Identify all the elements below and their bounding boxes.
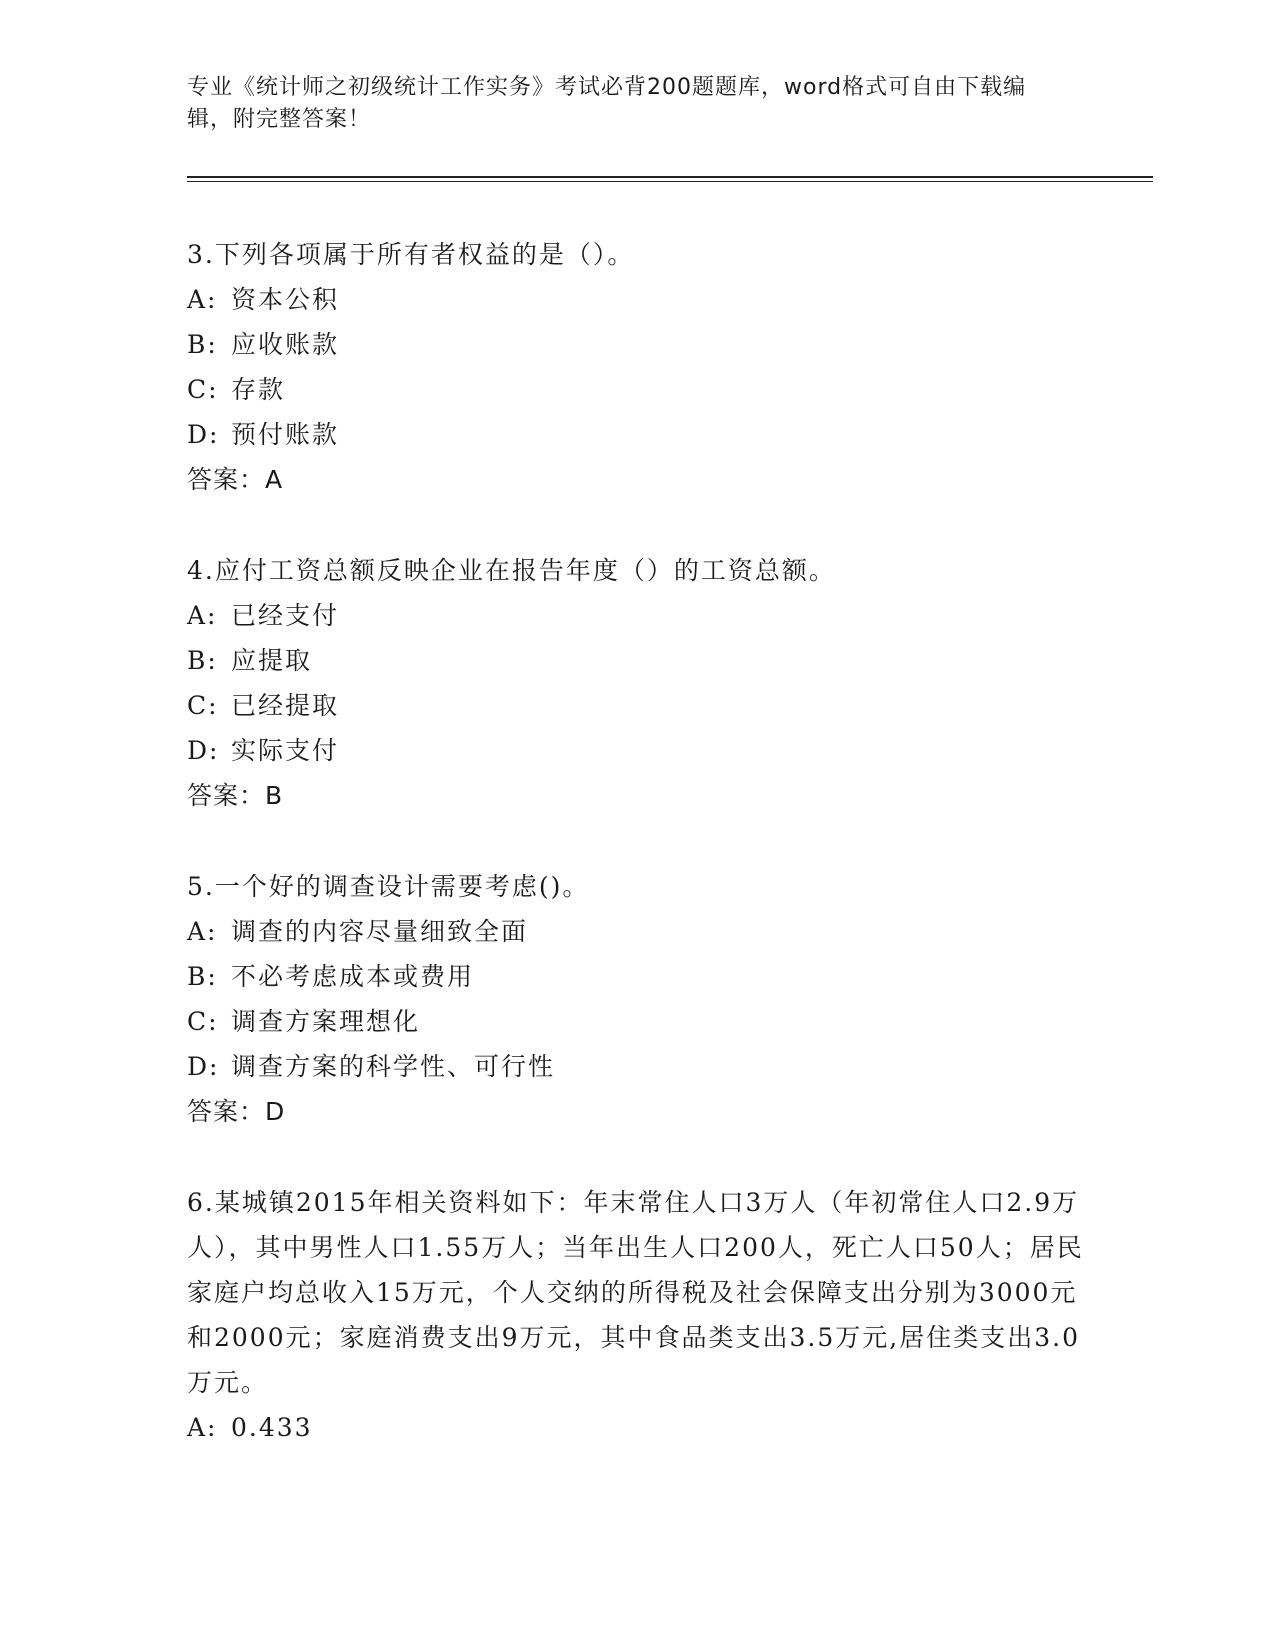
option-text: 应提取	[231, 646, 313, 675]
question-3	[187, 232, 1087, 502]
option-letter: A:	[187, 917, 218, 946]
option-b	[187, 322, 1087, 367]
option-letter: C:	[187, 1007, 219, 1036]
option-a	[187, 1405, 1087, 1450]
option-c	[187, 367, 1087, 412]
header-divider-thin	[187, 181, 1153, 182]
header-divider-thick	[187, 176, 1153, 178]
question-6	[187, 1180, 1087, 1450]
option-text: 0.433	[231, 1413, 313, 1442]
option-text: 存款	[231, 375, 286, 404]
question-stem: 4.应付工资总额反映企业在报告年度（）的工资总额。	[187, 556, 836, 585]
option-letter: D:	[187, 736, 220, 765]
answer-label: 答案：B	[187, 781, 284, 810]
option-d	[187, 412, 1087, 457]
option-d	[187, 728, 1087, 773]
option-letter: C:	[187, 375, 219, 404]
option-letter: C:	[187, 691, 219, 720]
option-text: 已经支付	[231, 601, 340, 630]
option-text: 调查方案的科学性、可行性	[231, 1052, 556, 1081]
option-text: 调查方案理想化	[231, 1007, 421, 1036]
option-letter: A:	[187, 601, 218, 630]
option-d	[187, 1044, 1087, 1089]
option-letter: D:	[187, 420, 220, 449]
option-letter: A:	[187, 1413, 218, 1442]
option-letter: A:	[187, 285, 218, 314]
option-text: 不必考虑成本或费用	[231, 962, 475, 991]
option-a	[187, 277, 1087, 322]
answer-label: 答案：A	[187, 465, 284, 494]
option-text: 实际支付	[231, 736, 340, 765]
option-a	[187, 593, 1087, 638]
option-text: 调查的内容尽量细致全面	[231, 917, 529, 946]
question-list	[187, 232, 1087, 1496]
question-5	[187, 864, 1087, 1134]
question-stem: 6.某城镇2015年相关资料如下：年末常住人口3万人（年初常住人口2.9万人），其中男性人口1.55万人；当年出生人口200人，死亡人口50人；居民家庭户均总收入15万元，个人交纳的所得税及社会保障支出分别为3000元和2000元；家庭消费支出9万元，其中食品类支出3.5万元,居住类支出3.0万元。	[187, 1188, 1084, 1397]
option-letter: B:	[187, 962, 218, 991]
option-text: 资本公积	[231, 285, 340, 314]
document-header: 专业《统计师之初级统计工作实务》考试必背200题题库，word格式可自由下载编辑，附完整答案！	[187, 75, 1027, 132]
option-letter: B:	[187, 330, 218, 359]
answer-label: 答案：D	[187, 1097, 286, 1126]
option-c	[187, 683, 1087, 728]
option-c	[187, 999, 1087, 1044]
option-letter: B:	[187, 646, 218, 675]
option-text: 预付账款	[231, 420, 340, 449]
option-a	[187, 909, 1087, 954]
option-b	[187, 638, 1087, 683]
question-stem: 3.下列各项属于所有者权益的是（）。	[187, 240, 635, 269]
question-4	[187, 548, 1087, 818]
question-stem: 5.一个好的调查设计需要考虑()。	[187, 872, 590, 901]
option-text: 应收账款	[231, 330, 340, 359]
option-letter: D:	[187, 1052, 220, 1081]
option-b	[187, 954, 1087, 999]
option-text: 已经提取	[231, 691, 340, 720]
